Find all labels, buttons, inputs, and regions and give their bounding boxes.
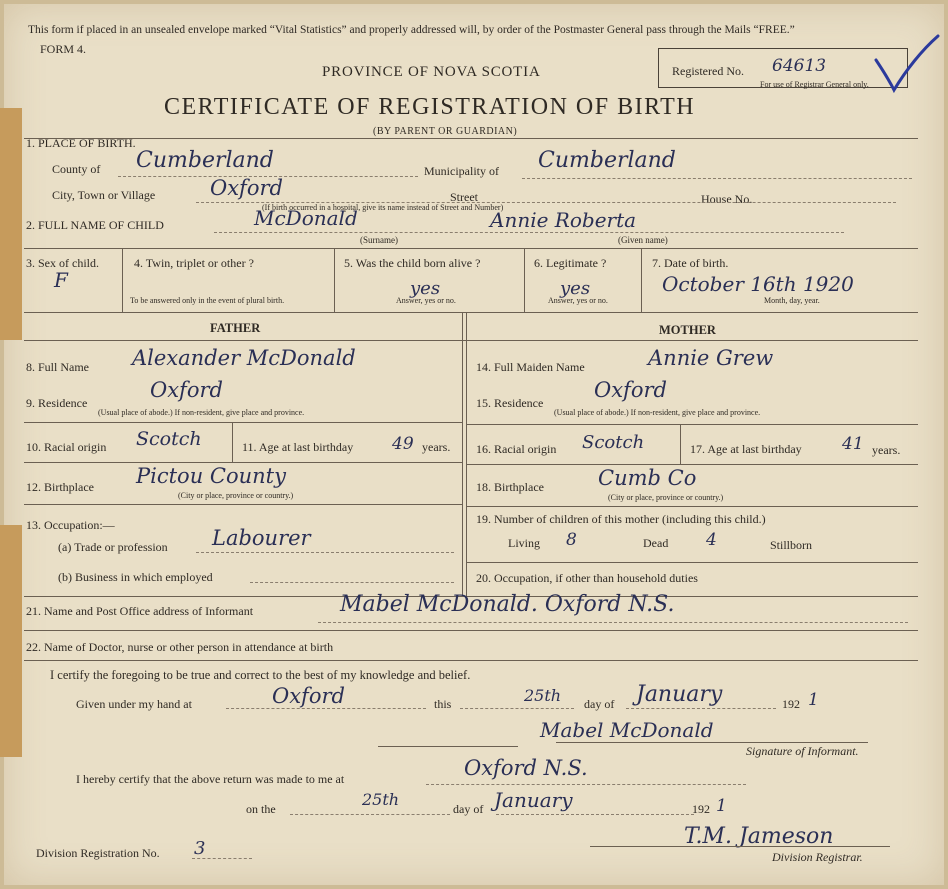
father-racial-label: 10. Racial origin bbox=[26, 440, 107, 454]
rule bbox=[196, 552, 454, 553]
registrar-day-of-label: day of bbox=[453, 802, 484, 816]
trade-value: Labourer bbox=[212, 526, 311, 550]
rule bbox=[334, 248, 335, 312]
rule bbox=[466, 424, 918, 425]
informant-value: Mabel McDonald. Oxford N.S. bbox=[340, 592, 675, 617]
rule bbox=[466, 312, 467, 596]
certify-this-label: this bbox=[434, 697, 452, 711]
dead-label: Dead bbox=[643, 536, 669, 550]
rule bbox=[466, 506, 918, 507]
rule bbox=[680, 424, 681, 464]
rule bbox=[318, 622, 908, 623]
certify-year-prefix: 192 bbox=[782, 697, 800, 711]
sex-label: 3. Sex of child. bbox=[26, 256, 99, 270]
registrar-on-the-label: on the bbox=[246, 802, 276, 816]
legitimate-label: 6. Legitimate ? bbox=[534, 256, 607, 270]
binding-tab-bottom bbox=[0, 525, 22, 757]
hospital-note: (If birth occurred in a hospital, give its name instead of Street and Number) bbox=[262, 203, 504, 212]
house-number-label: House No. bbox=[701, 192, 753, 206]
mother-name-value: Annie Grew bbox=[648, 346, 774, 370]
mailing-notice: This form if placed in an unsealed envelope marked “Vital Statistics” and properly addressed will, by order of the Postmaster General pass through the Mails “FREE.” bbox=[28, 24, 795, 36]
registrar-year-prefix: 192 bbox=[692, 802, 710, 816]
father-name-label: 8. Full Name bbox=[26, 360, 89, 374]
registrar-year-value: 1 bbox=[716, 796, 727, 816]
dead-value: 4 bbox=[706, 530, 717, 550]
registrar-general-note: For use of Registrar General only. bbox=[760, 80, 869, 89]
father-age-label: 11. Age at last birthday bbox=[242, 440, 354, 454]
mother-residence-note: (Usual place of abode.) If non-resident, give place and province. bbox=[554, 408, 761, 417]
form-number: FORM 4. bbox=[40, 42, 87, 56]
rule bbox=[466, 464, 918, 465]
division-registration-label: Division Registration No. bbox=[36, 846, 160, 860]
alive-value: yes bbox=[410, 278, 441, 299]
father-occupation-label: 13. Occupation:— bbox=[26, 518, 115, 532]
rule bbox=[626, 708, 776, 709]
rule bbox=[122, 248, 123, 312]
given-place-value: Oxford bbox=[272, 684, 345, 708]
mother-birthplace-label: 18. Birthplace bbox=[476, 480, 544, 494]
rule bbox=[556, 742, 868, 743]
rule bbox=[524, 248, 525, 312]
registrar-day-value: 25th bbox=[362, 790, 400, 809]
rule bbox=[24, 340, 918, 341]
father-heading: FATHER bbox=[210, 321, 261, 335]
mother-residence-value: Oxford bbox=[594, 378, 667, 402]
mother-racial-label: 16. Racial origin bbox=[476, 442, 557, 456]
father-residence-note: (Usual place of abode.) If non-resident, give place and province. bbox=[98, 408, 305, 417]
province-heading: PROVINCE OF NOVA SCOTIA bbox=[322, 64, 541, 80]
street-label: Street bbox=[450, 190, 478, 204]
twin-note: To be answered only in the event of plural birth. bbox=[130, 296, 285, 305]
county-label: County of bbox=[52, 162, 101, 176]
registrar-month-value: January bbox=[494, 788, 573, 812]
rule bbox=[466, 562, 918, 563]
rule bbox=[24, 630, 918, 631]
date-of-birth-value: October 16th 1920 bbox=[662, 272, 854, 296]
living-label: Living bbox=[508, 536, 540, 550]
stillborn-label: Stillborn bbox=[770, 538, 813, 552]
informant-label: 21. Name and Post Office address of Informant bbox=[26, 604, 254, 618]
father-birthplace-note: (City or place, province or country.) bbox=[178, 491, 294, 500]
rule bbox=[24, 248, 918, 249]
legitimate-value: yes bbox=[560, 278, 591, 299]
rule bbox=[24, 462, 462, 463]
binding-tab-top bbox=[0, 108, 22, 340]
father-age-value: 49 bbox=[392, 434, 414, 454]
checkmark-icon bbox=[872, 32, 942, 94]
certificate-title: CERTIFICATE OF REGISTRATION OF BIRTH bbox=[164, 94, 696, 120]
registrar-signature-caption: Division Registrar. bbox=[772, 850, 863, 864]
mother-name-label: 14. Full Maiden Name bbox=[476, 360, 585, 374]
mother-heading: MOTHER bbox=[659, 323, 716, 337]
registrar-place-value: Oxford N.S. bbox=[464, 756, 588, 780]
father-racial-value: Scotch bbox=[136, 428, 202, 450]
doctor-label: 22. Name of Doctor, nurse or other person in attendance at birth bbox=[26, 640, 334, 654]
father-residence-value: Oxford bbox=[150, 378, 223, 402]
mother-birthplace-note: (City or place, province or country.) bbox=[608, 493, 724, 502]
child-given-name-value: Annie Roberta bbox=[490, 208, 637, 232]
mother-birthplace-value: Cumb Co bbox=[598, 466, 697, 490]
rule bbox=[192, 858, 252, 859]
date-of-birth-label: 7. Date of birth. bbox=[652, 256, 729, 270]
rule bbox=[196, 202, 896, 203]
certificate-subtitle: (BY PARENT OR GUARDIAN) bbox=[373, 126, 518, 137]
mother-years-label: years. bbox=[872, 443, 901, 457]
rule bbox=[24, 422, 462, 423]
father-birthplace-value: Pictou County bbox=[136, 464, 286, 488]
surname-caption: (Surname) bbox=[360, 235, 398, 245]
rule bbox=[496, 814, 694, 815]
alive-note: Answer, yes or no. bbox=[396, 296, 456, 305]
given-name-caption: (Given name) bbox=[618, 235, 668, 245]
mother-age-value: 41 bbox=[842, 434, 864, 454]
certify-year-value: 1 bbox=[808, 690, 819, 710]
children-count-label: 19. Number of children of this mother (including this child.) bbox=[476, 512, 766, 526]
mother-occupation-label: 20. Occupation, if other than household duties bbox=[476, 571, 698, 585]
rule bbox=[24, 138, 918, 139]
rule bbox=[522, 178, 912, 179]
rule bbox=[590, 846, 890, 847]
father-years-label: years. bbox=[422, 440, 451, 454]
mother-racial-value: Scotch bbox=[582, 432, 645, 453]
division-registration-value: 3 bbox=[194, 838, 206, 859]
date-of-birth-note: Month, day, year. bbox=[764, 296, 820, 305]
father-birthplace-label: 12. Birthplace bbox=[26, 480, 94, 494]
mother-residence-label: 15. Residence bbox=[476, 396, 544, 410]
rule bbox=[214, 232, 844, 233]
rule bbox=[250, 582, 454, 583]
rule bbox=[24, 660, 918, 661]
mother-age-label: 17. Age at last birthday bbox=[690, 442, 802, 456]
child-name-label: 2. FULL NAME OF CHILD bbox=[26, 218, 164, 232]
registrar-signature: T.M. Jameson bbox=[684, 824, 834, 849]
rule bbox=[226, 708, 426, 709]
legitimate-note: Answer, yes or no. bbox=[548, 296, 608, 305]
sex-value: F bbox=[54, 268, 68, 292]
registrar-statement: I hereby certify that the above return was made to me at bbox=[76, 772, 345, 786]
informant-signature-caption: Signature of Informant. bbox=[746, 744, 859, 758]
certify-day-value: 25th bbox=[524, 686, 562, 705]
trade-label: (a) Trade or profession bbox=[58, 540, 168, 554]
municipality-label: Municipality of bbox=[424, 164, 499, 178]
certify-month-value: January bbox=[636, 682, 723, 707]
rule bbox=[460, 708, 574, 709]
registered-number: 64613 bbox=[772, 56, 827, 76]
rule bbox=[290, 814, 450, 815]
child-surname-value: McDonald bbox=[254, 206, 358, 230]
rule bbox=[378, 746, 518, 747]
place-of-birth-label: 1. PLACE OF BIRTH. bbox=[26, 136, 136, 150]
living-value: 8 bbox=[566, 530, 577, 550]
informant-signature: Mabel McDonald bbox=[540, 718, 714, 742]
rule bbox=[641, 248, 642, 312]
rule bbox=[24, 504, 462, 505]
city-value: Oxford bbox=[210, 176, 283, 200]
twin-label: 4. Twin, triplet or other ? bbox=[134, 256, 254, 270]
certify-day-of-label: day of bbox=[584, 697, 615, 711]
rule bbox=[24, 312, 918, 313]
city-label: City, Town or Village bbox=[52, 188, 156, 202]
given-under-label: Given under my hand at bbox=[76, 697, 192, 711]
father-name-value: Alexander McDonald bbox=[132, 346, 356, 370]
county-value: Cumberland bbox=[136, 148, 274, 173]
business-label: (b) Business in which employed bbox=[58, 570, 213, 584]
alive-label: 5. Was the child born alive ? bbox=[344, 256, 481, 270]
municipality-value: Cumberland bbox=[538, 148, 676, 173]
rule bbox=[426, 784, 746, 785]
certify-statement: I certify the foregoing to be true and correct to the best of my knowledge and belief. bbox=[50, 668, 471, 682]
rule bbox=[232, 422, 233, 462]
registered-label: Registered No. bbox=[672, 64, 744, 78]
rule bbox=[462, 312, 463, 596]
father-residence-label: 9. Residence bbox=[26, 396, 88, 410]
